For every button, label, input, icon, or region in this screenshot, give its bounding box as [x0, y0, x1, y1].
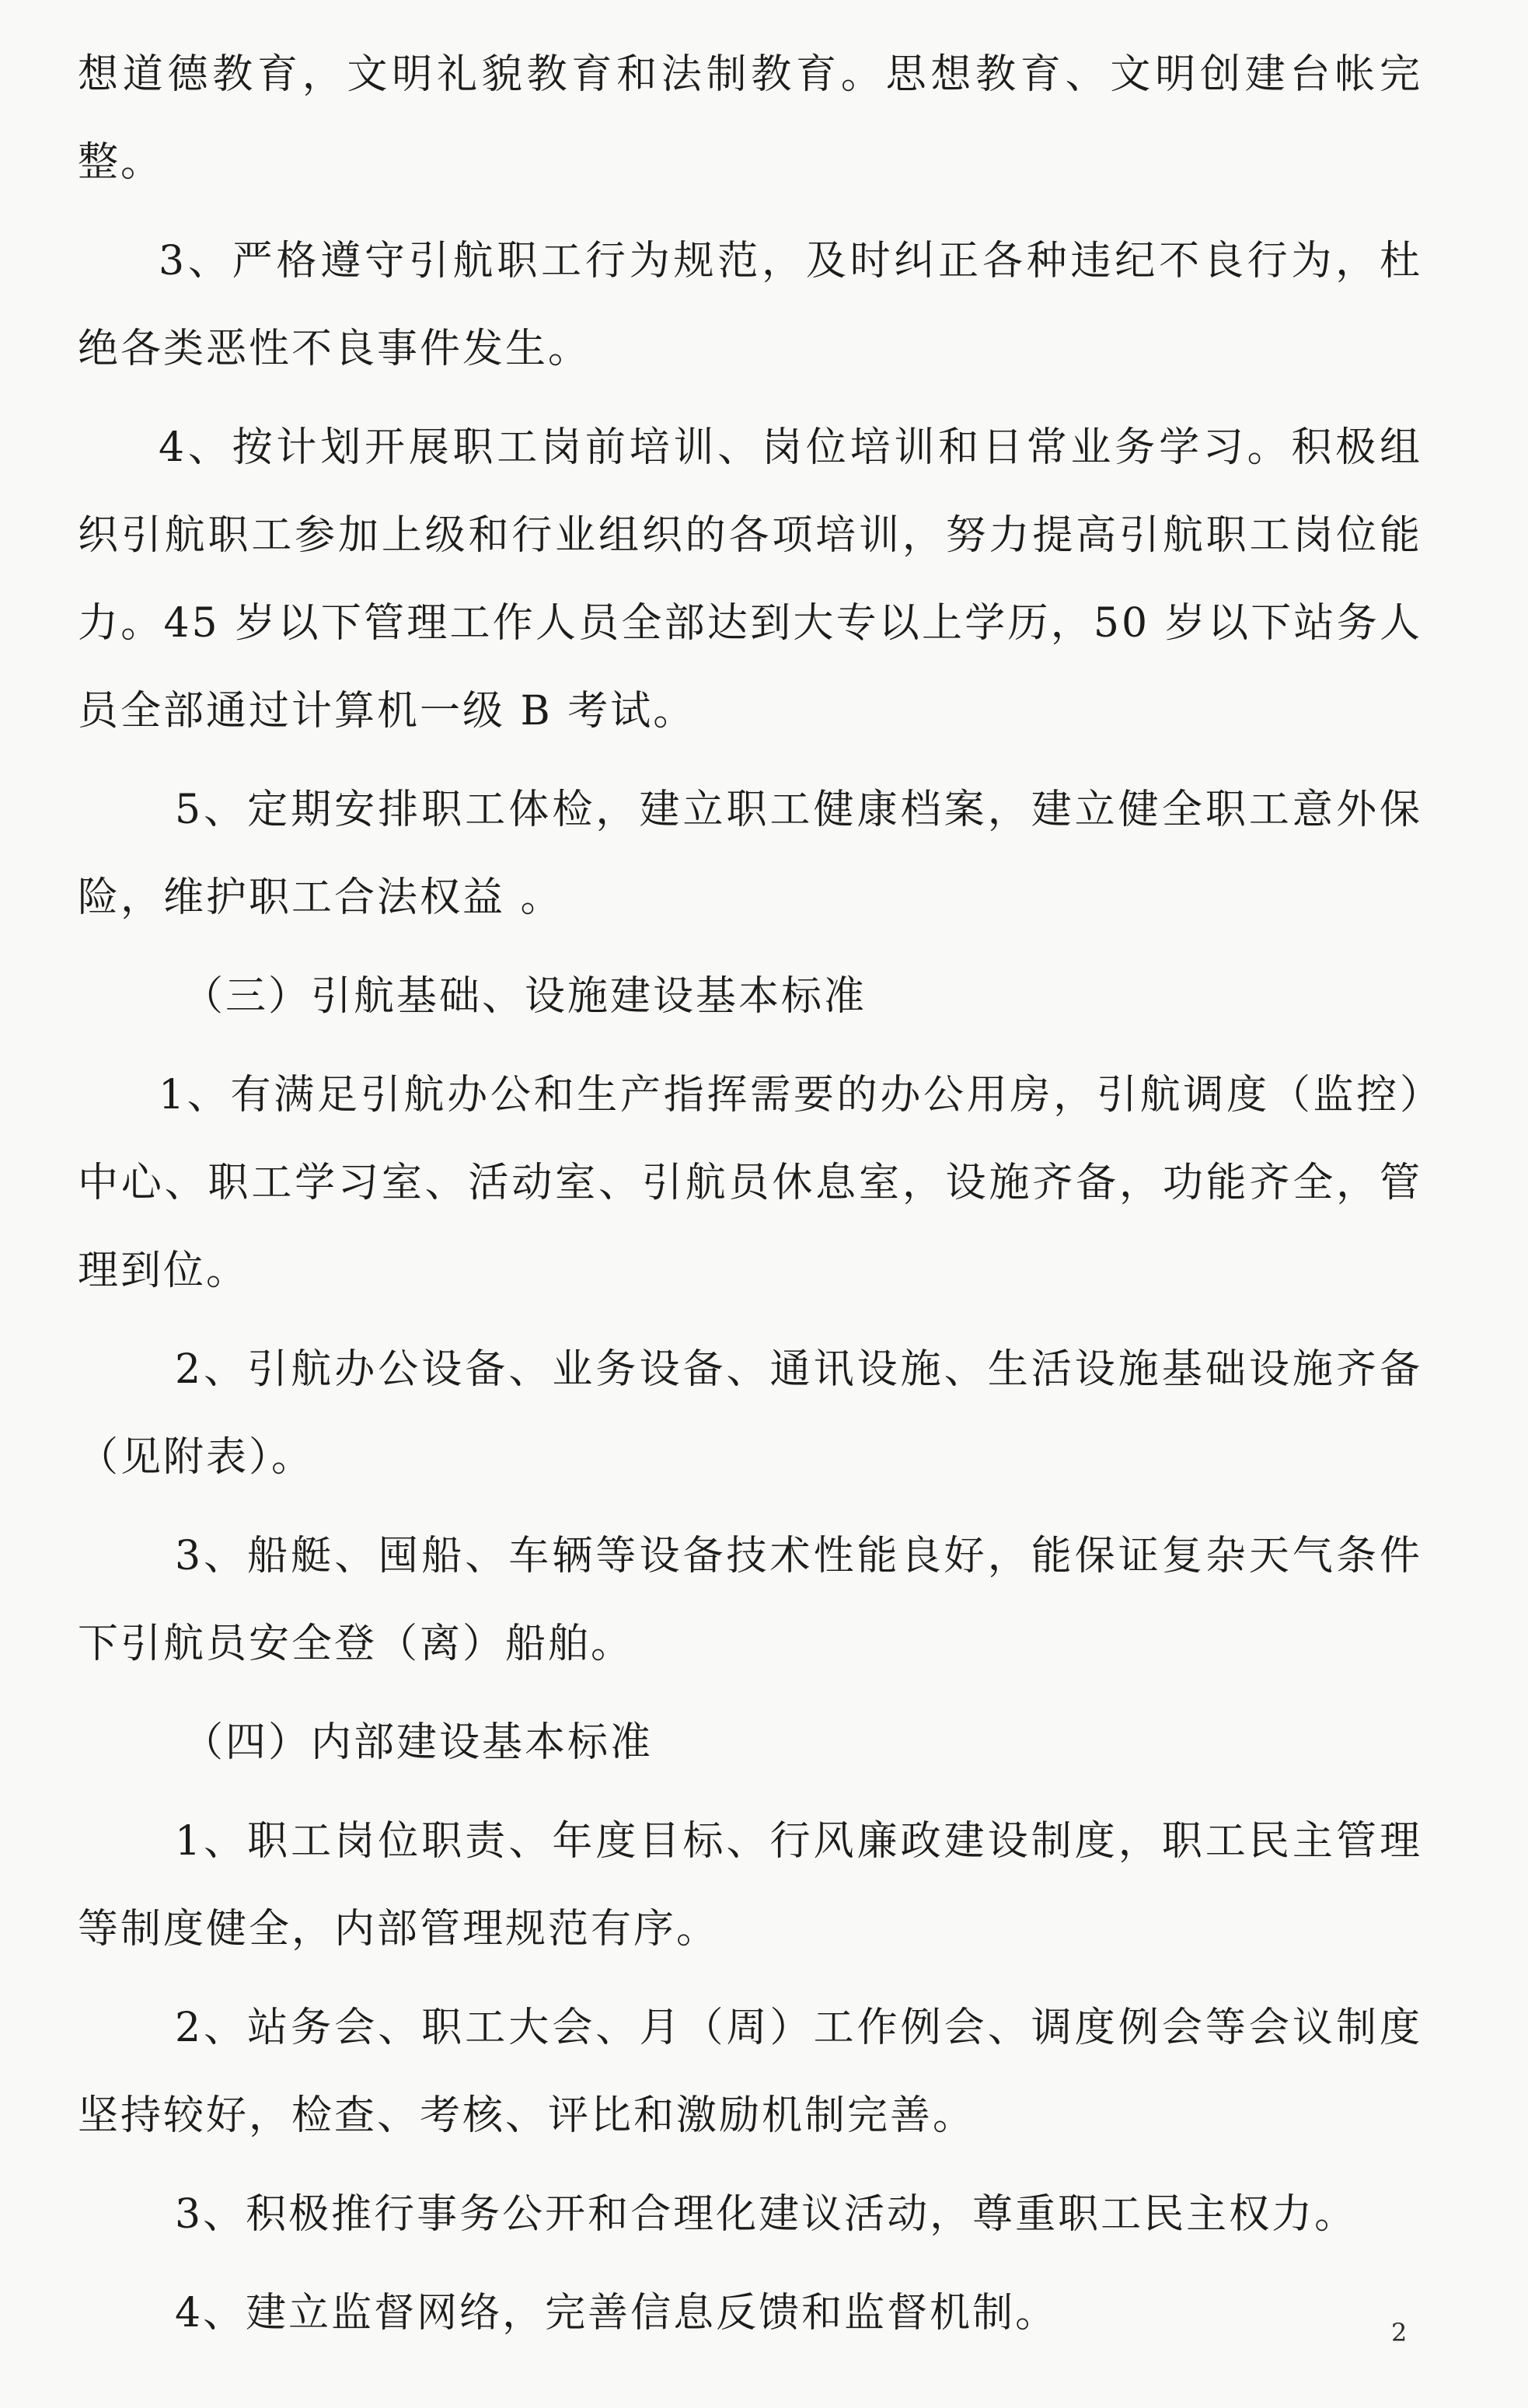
paragraph-item-5-health: 5、定期安排职工体检，建立职工健康档案，建立健全职工意外保险，维护职工合法权益 。	[78, 787, 1422, 921]
paragraph-internal-item-3: 3、积极推行事务公开和合理化建议活动，尊重职工民主权力。	[175, 2191, 1358, 2238]
section-heading-3-facilities: （三）引航基础、设施建设基本标准	[183, 973, 867, 1020]
paragraph-facilities-item-3: 3、船艇、囤船、车辆等设备技术性能良好，能保证复杂天气条件下引航员安全登（离）船舶。	[78, 1533, 1422, 1667]
paragraph-internal-item-4: 4、建立监督网络，完善信息反馈和监督机制。	[175, 2290, 1059, 2336]
paragraph-item-3-conduct: 3、严格遵守引航职工行为规范，及时纠正各种违纪不良行为，杜绝各类恶性不良事件发生。	[78, 238, 1422, 372]
paragraph-internal-item-1: 1、职工岗位职责、年度目标、行风廉政建设制度，职工民主管理等制度健全，内部管理规范有序。	[78, 1818, 1422, 1953]
paragraph-facilities-item-1: 1、有满足引航办公和生产指挥需要的办公用房，引航调度（监控）中心、职工学习室、活动室、引航员休息室，设施齐备，功能齐全，管理到位。	[78, 1072, 1422, 1294]
paragraph-item-4-training: 4、按计划开展职工岗前培训、岗位培训和日常业务学习。积极组织引航职工参加上级和行业组织的各项培训，努力提高引航职工岗位能力。45 岁以下管理工作人员全部达到大专以上学历，50 岁以下站务人员全部通过计算机一级 B 考试。	[78, 424, 1422, 735]
paragraph-facilities-item-2: 2、引航办公设备、业务设备、通讯设施、生活设施基础设施齐备（见附表）。	[78, 1346, 1422, 1481]
paragraph-thought-education-continued: 想道德教育，文明礼貌教育和法制教育。思想教育、文明创建台帐完整。	[78, 51, 1422, 186]
page-number: 2	[1391, 2318, 1408, 2347]
document-page	[78, 31, 1422, 2368]
section-heading-4-internal: （四）内部建设基本标准	[183, 1719, 654, 1766]
paragraph-internal-item-2: 2、站务会、职工大会、月（周）工作例会、调度例会等会议制度坚持较好，检查、考核、评比和激励机制完善。	[78, 2005, 1422, 2139]
